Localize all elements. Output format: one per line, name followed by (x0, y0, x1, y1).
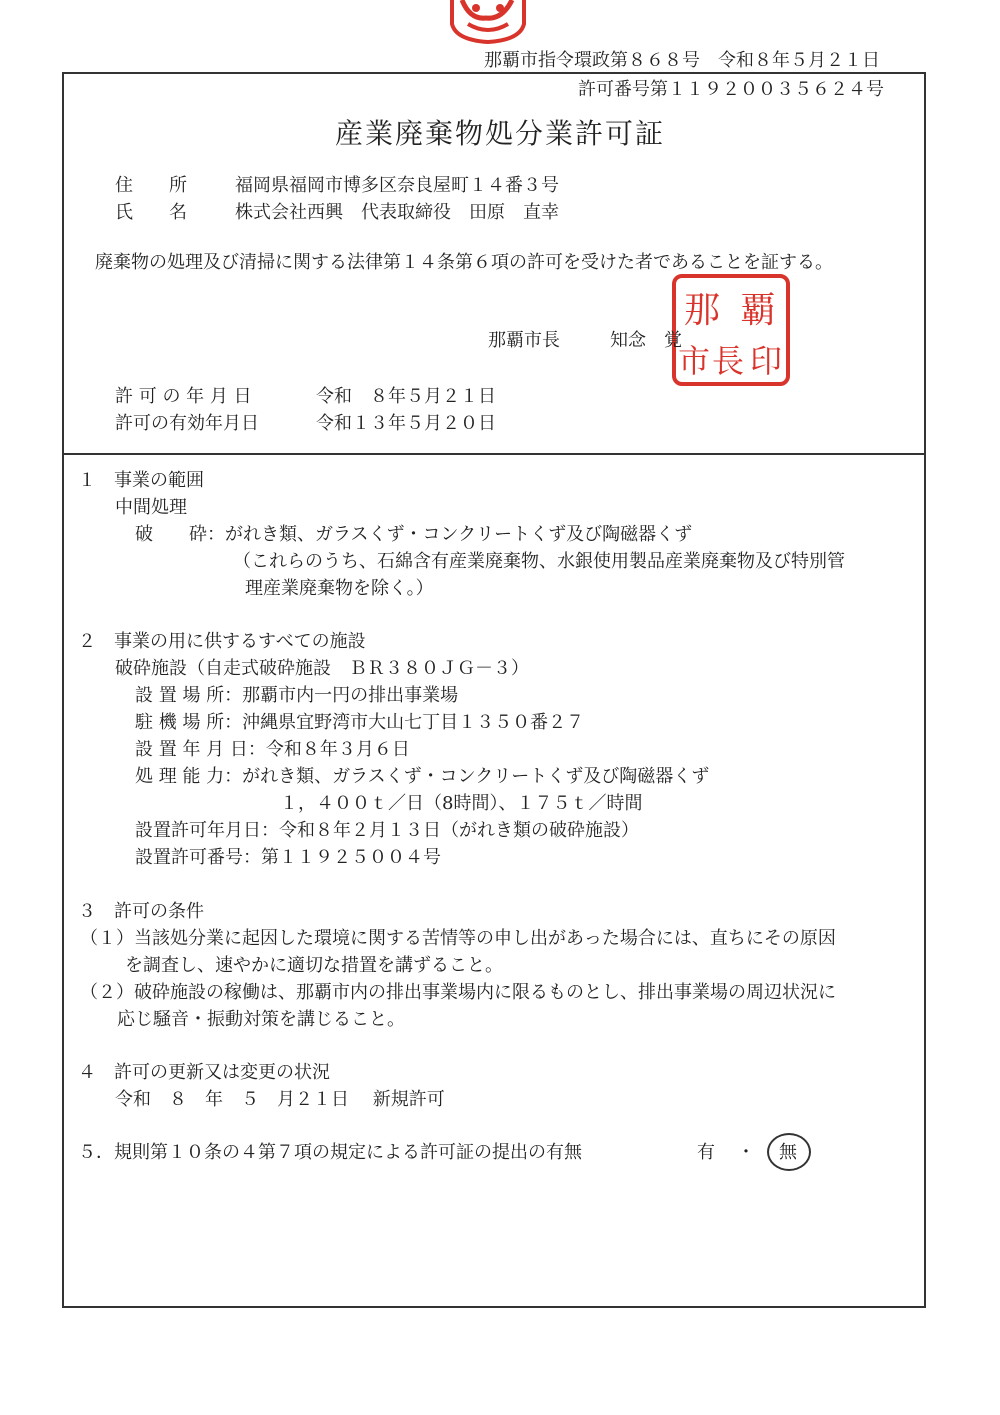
section2-capacity: 処 理 能 力：がれき類、ガラスくず・コンクリートくず及び陶磁器くず (135, 766, 710, 787)
issuer-name: 知念 覚 (610, 330, 682, 351)
section1-heading: １ 事業の範囲 (78, 470, 204, 491)
address-label: 住 所 (115, 175, 187, 196)
permit-date: 令和 ８年５月２１日 (316, 386, 496, 407)
seal-char-3: 市 (677, 342, 711, 380)
section2-install-date: 設 置 年 月 日：令和８年３月６日 (135, 739, 410, 760)
section1-category: 中間処理 (115, 497, 187, 518)
section5-no: 無 (779, 1142, 797, 1163)
mayor-seal-stamp (670, 272, 792, 388)
section2-install-permit-date: 設置許可年月日：令和８年２月１３日（がれき類の破砕施設） (135, 820, 639, 841)
section2-facility: 破砕施設（自走式破砕施設 ＢＲ３８０ＪＧ－３） (115, 658, 529, 679)
name-label: 氏 名 (115, 202, 187, 223)
section3-condition2: （２）破砕施設の稼働は、那覇市内の排出事業場内に限るものとし、排出事業場の周辺状況に (80, 982, 836, 1003)
section5-separator: ・ (737, 1142, 755, 1163)
page-title: 産業廃棄物処分業許可証 (334, 117, 665, 150)
seal-char-4: 長 (711, 342, 745, 380)
seal-stamp-top (446, 0, 530, 46)
section4-content: 令和 ８ 年 ５ 月２１日 新規許可 (115, 1089, 445, 1110)
section2-capacity-values: １，４００ｔ／日（8時間）、１７５ｔ／時間 (280, 793, 643, 814)
permit-date-label: 許 可 の 年 月 日 (115, 386, 252, 407)
section2-heading: ２ 事業の用に供するすべての施設 (78, 631, 366, 652)
name-value: 株式会社西興 代表取締役 田原 直幸 (235, 202, 559, 223)
section4-heading: ４ 許可の更新又は変更の状況 (78, 1062, 330, 1083)
section3-condition1-cont: を調査し、速やかに適切な措置を講ずること。 (125, 955, 503, 976)
notice-number: 那覇市指令環政第８６８号 令和８年５月２１日 (484, 50, 880, 71)
section1-line2: （これらのうち、石綿含有産業廃棄物、水銀使用製品産業廃棄物及び特別管 (233, 551, 845, 572)
section1-line1: 破 砕：がれき類、ガラスくず・コンクリートくず及び陶磁器くず (135, 524, 693, 545)
section2-location: 設 置 場 所：那覇市内一円の排出事業場 (135, 685, 459, 706)
certification-text: 廃棄物の処理及び清掃に関する法律第１４条第６項の許可を受けた者であることを証する。 (95, 252, 833, 273)
seal-char-2: 覇 (739, 290, 777, 331)
section3-condition1: （１）当該処分業に起因した環境に関する苦情等の申し出があった場合には、直ちにその原因 (80, 928, 836, 949)
permit-number: 許可番号第１１９２００３５６２４号 (578, 79, 884, 100)
section-divider (62, 453, 926, 455)
section2-install-permit-no: 設置許可番号：第１１９２５００４号 (135, 847, 441, 868)
section5-yes: 有 (697, 1142, 715, 1163)
section1-line3: 理産業廃棄物を除く。） (245, 578, 434, 599)
issuer-title: 那覇市長 (488, 330, 560, 351)
expiry-date: 令和１３年５月２０日 (316, 413, 496, 434)
section3-heading: ３ 許可の条件 (78, 901, 204, 922)
section5-heading: ５．規則第１０条の４第７項の規定による許可証の提出の有無 (78, 1142, 582, 1163)
expiry-date-label: 許可の有効年月日 (115, 413, 259, 434)
seal-char-5: 印 (749, 342, 783, 380)
section2-parking: 駐 機 場 所：沖縄県宜野湾市大山七丁目１３５０番２７ (135, 712, 585, 733)
section3-condition2-cont: 応じ騒音・振動対策を講じること。 (117, 1009, 405, 1030)
address-value: 福岡県福岡市博多区奈良屋町１４番３号 (235, 175, 559, 196)
seal-char-1: 那 (683, 290, 721, 331)
